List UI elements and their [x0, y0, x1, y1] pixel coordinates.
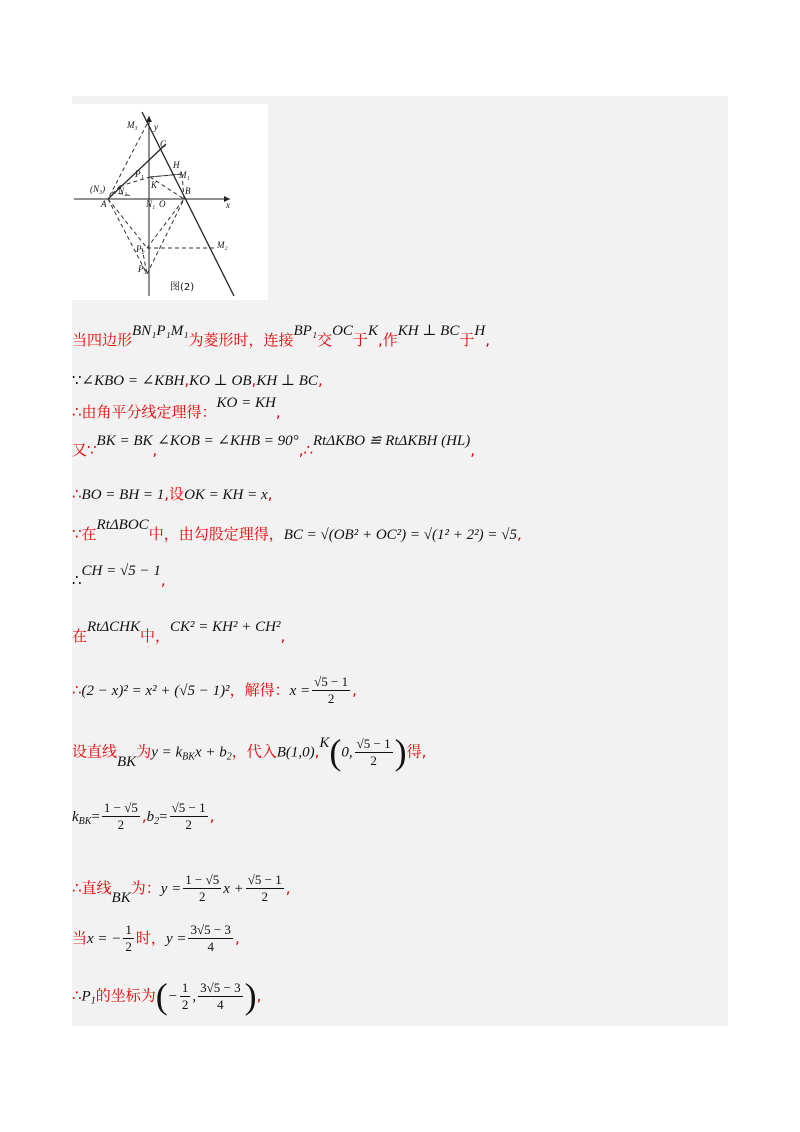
text: 设直线	[72, 742, 118, 761]
text-line-4	[72, 433, 476, 461]
math: K	[319, 734, 330, 751]
label-h: H	[173, 160, 180, 170]
denominator: 2	[327, 691, 335, 706]
numerator: √5 − 1	[314, 674, 349, 689]
text: 为菱形时，连接	[188, 331, 294, 349]
fraction	[355, 736, 393, 769]
text: ,	[485, 331, 490, 349]
denominator: 2	[181, 996, 189, 1012]
text-line-2	[72, 370, 323, 391]
math: x = −	[87, 931, 122, 947]
math: H	[474, 323, 486, 339]
math: OK = KH = x	[184, 487, 268, 503]
text-line-10	[72, 734, 426, 770]
math: x +	[223, 881, 244, 897]
text: ,	[209, 807, 215, 825]
math: y = k	[151, 744, 183, 761]
math: −	[167, 988, 178, 1005]
label-c: C	[160, 139, 167, 149]
fraction	[188, 922, 232, 955]
text: 又∵	[72, 441, 97, 459]
paren-open: (	[155, 976, 168, 1016]
math: BN₁P₁M₁	[132, 323, 189, 339]
text: 得,	[406, 742, 427, 761]
text-line-11	[72, 800, 214, 833]
denominator: 2	[117, 817, 125, 832]
text: 于	[352, 331, 368, 349]
text: ,	[314, 742, 320, 761]
math: BK = BK	[96, 433, 153, 449]
text: 的坐标为	[95, 986, 156, 1005]
math: RtΔBOC	[96, 517, 149, 533]
fraction	[198, 980, 242, 1013]
subscript: BK	[78, 816, 92, 827]
paren-close: )	[394, 732, 407, 772]
math: OC	[332, 323, 353, 339]
math: BC = √(OB² + OC²) = √(1² + 2²) = √5	[283, 527, 517, 543]
label-m3: M₃	[127, 120, 138, 130]
math: b	[146, 809, 155, 825]
fraction	[312, 674, 350, 707]
label-n1: N₁	[146, 199, 156, 209]
denominator: 2	[125, 939, 132, 954]
figure-caption: 图(2)	[170, 282, 195, 293]
math: CK² = KH² + CH²	[170, 619, 281, 635]
text-line-13	[72, 922, 240, 955]
numerator: 3√5 − 3	[200, 979, 241, 995]
numerator: √5 − 1	[356, 735, 391, 751]
text: ,	[285, 879, 291, 897]
math: y =	[165, 931, 187, 947]
fraction	[102, 800, 140, 833]
math: KH ⊥ BC	[397, 323, 460, 339]
label-m1: M₁	[179, 170, 190, 180]
denominator: 2	[261, 889, 268, 904]
text: ,	[516, 525, 522, 543]
numerator: √5 − 1	[171, 800, 206, 815]
label-b: B	[185, 186, 191, 196]
text-line-8	[72, 619, 286, 647]
subscript: 1	[90, 995, 96, 1007]
text: ,	[152, 441, 158, 459]
denominator: 2	[185, 817, 192, 832]
text-line-9	[72, 674, 357, 707]
numerator: √5 − 1	[247, 872, 282, 887]
math: BK	[111, 890, 131, 906]
math: BK	[117, 753, 137, 770]
text: ,	[317, 371, 323, 389]
subscript: 2	[226, 751, 232, 763]
label-m2: M₂	[217, 240, 228, 250]
text: 在	[72, 627, 88, 645]
denominator: 2	[370, 752, 377, 768]
therefore-symbol: ∵	[72, 373, 82, 389]
figure-diagram	[72, 104, 268, 300]
text: ，解得：	[229, 681, 290, 699]
text: ,	[141, 807, 147, 825]
text-line-6	[72, 517, 522, 545]
math: =	[159, 809, 168, 825]
text-line-12	[72, 872, 291, 905]
text: ，代入	[231, 742, 277, 761]
math: B(1,0)	[276, 744, 315, 761]
label-n2: N₂	[118, 186, 128, 196]
text: ,	[267, 485, 273, 503]
label-p2: P₂	[136, 244, 145, 254]
fraction	[246, 872, 284, 905]
text: ,	[470, 441, 476, 459]
numerator: 1 − √5	[185, 872, 220, 887]
math: (2 − x)² = x² + (√5 − 1)²	[81, 683, 230, 699]
text: 为	[136, 742, 152, 761]
text: ,	[160, 571, 166, 589]
label-y: y	[154, 122, 158, 132]
fraction	[170, 800, 208, 833]
text-line-1	[72, 323, 490, 351]
math: ∠KBO = ∠KBH	[81, 373, 185, 389]
text: ,作	[377, 331, 398, 349]
label-n3: (N₃)	[90, 184, 106, 194]
math: ∠KOB = ∠KHB = 90°	[157, 433, 299, 449]
text: 中，	[140, 627, 171, 645]
math: =	[91, 809, 100, 825]
math: KO ⊥ OB	[189, 373, 252, 389]
paren-close: )	[244, 976, 257, 1016]
math: y =	[160, 881, 182, 897]
text: ∴	[72, 986, 82, 1005]
therefore-symbol: ∴	[72, 573, 82, 589]
text: ,	[234, 929, 240, 947]
math: x =	[289, 683, 311, 699]
math: RtΔKBO ≌ RtΔKBH (HL)	[313, 433, 471, 449]
text: 交	[317, 331, 333, 349]
math: ,	[192, 988, 197, 1005]
numerator: 1	[181, 979, 189, 995]
label-p1: P₁	[135, 169, 144, 179]
text: 于	[459, 331, 475, 349]
text: 为：	[130, 879, 161, 897]
text: ,	[256, 986, 262, 1005]
numerator: 3√5 − 3	[190, 922, 231, 937]
text-line-5	[72, 484, 272, 505]
math: KO = KH	[216, 395, 276, 411]
label-a: A	[101, 199, 107, 209]
text-line-3	[72, 395, 281, 423]
math: CH = √5 − 1	[81, 563, 161, 579]
text: ∴直线	[72, 879, 112, 897]
math: KH ⊥ BC	[256, 373, 318, 389]
text: ∴由角平分线定理得：	[72, 403, 217, 421]
denominator: 2	[199, 889, 206, 904]
math: x + b	[194, 744, 227, 761]
text: 当	[72, 929, 88, 947]
text: ,	[251, 371, 257, 389]
text: 中，由勾股定理得，	[148, 525, 284, 543]
denominator: 4	[207, 939, 214, 954]
text: ,∴	[298, 441, 313, 459]
text: ,	[275, 403, 281, 421]
text: ,	[280, 627, 286, 645]
numerator: 1 − √5	[103, 800, 138, 815]
fraction	[180, 980, 191, 1013]
text-line-14	[72, 978, 261, 1014]
label-o: O	[159, 199, 166, 209]
text: 时，	[135, 929, 166, 947]
label-p3: P₃	[138, 264, 147, 274]
math: K	[367, 323, 378, 339]
text: ∴	[72, 681, 82, 699]
fraction	[183, 872, 221, 905]
text: ∵在	[72, 525, 97, 543]
subscript: 2	[154, 816, 160, 827]
label-x: x	[226, 200, 230, 210]
math: BP₁	[293, 323, 318, 339]
text: 当四边形	[72, 331, 133, 349]
math: RtΔCHK	[87, 619, 140, 635]
text-line-7	[72, 563, 166, 591]
math: 0,	[341, 744, 353, 761]
geometry-figure	[72, 104, 268, 300]
denominator: 4	[217, 996, 224, 1012]
text: ,设	[164, 485, 185, 503]
text: ,	[184, 371, 190, 389]
numerator: 1	[125, 922, 132, 937]
subscript: BK	[182, 751, 195, 763]
paren-open: (	[329, 732, 342, 772]
math: BO = BH = 1	[81, 487, 165, 503]
text: ,	[352, 681, 357, 699]
math: P	[81, 988, 91, 1005]
text: ∴	[72, 485, 82, 503]
fraction	[123, 922, 134, 955]
label-k: K	[151, 180, 158, 190]
math: k	[72, 809, 79, 825]
